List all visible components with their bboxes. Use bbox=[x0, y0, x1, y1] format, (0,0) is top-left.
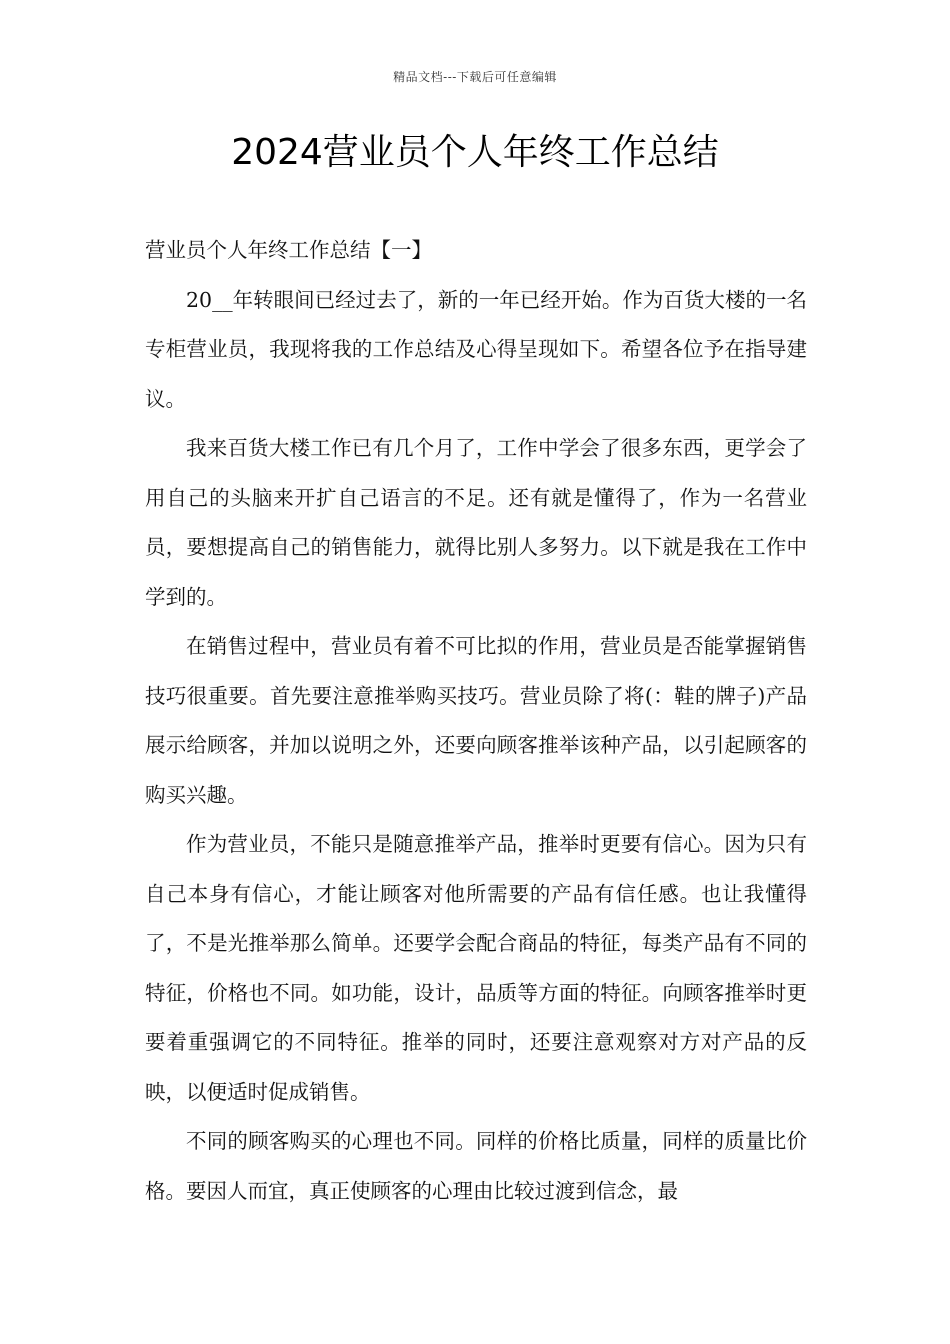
document-body bbox=[145, 226, 807, 1216]
paragraph: 我来百货大楼工作已有几个月了，工作中学会了很多东西，更学会了用自己的头脑来开扩自己语言的不足。还有就是懂得了，作为一名营业员，要想提高自己的销售能力，就得比别人多努力。以下就是我在工作中学到的。 bbox=[145, 436, 807, 609]
paragraph: 不同的顾客购买的心理也不同。同样的价格比质量，同样的质量比价格。要因人而宜，真正使顾客的心理由比较过渡到信念，最 bbox=[145, 1129, 807, 1203]
header-note: 精品文档---下载后可任意编辑 bbox=[393, 70, 557, 84]
paragraph: 20__年转眼间已经过去了，新的一年已经开始。作为百货大楼的一名专柜营业员，我现将我的工作总结及心得呈现如下。希望各位予在指导建议。 bbox=[145, 287, 807, 411]
document-title: 2024营业员个人年终工作总结 bbox=[231, 132, 719, 173]
paragraph: 作为营业员，不能只是随意推举产品，推举时更要有信心。因为只有自己本身有信心，才能让顾客对他所需要的产品有信任感。也让我懂得了，不是光推举那么简单。还要学会配合商品的特征，每类产品有不同的特征，价格也不同。如功能，设计，品质等方面的特征。向顾客推举时更要着重强调它的不同特征。推举的同时，还要注意观察对方对产品的反映，以便适时促成销售。 bbox=[145, 832, 807, 1104]
paragraph: 在销售过程中，营业员有着不可比拟的作用，营业员是否能掌握销售技巧很重要。首先要注意推举购买技巧。营业员除了将(：鞋的牌子)产品展示给顾客，并加以说明之外，还要向顾客推举该种产品，以引起顾客的购买兴趣。 bbox=[145, 634, 807, 807]
section-heading: 营业员个人年终工作总结【一】 bbox=[145, 238, 432, 262]
